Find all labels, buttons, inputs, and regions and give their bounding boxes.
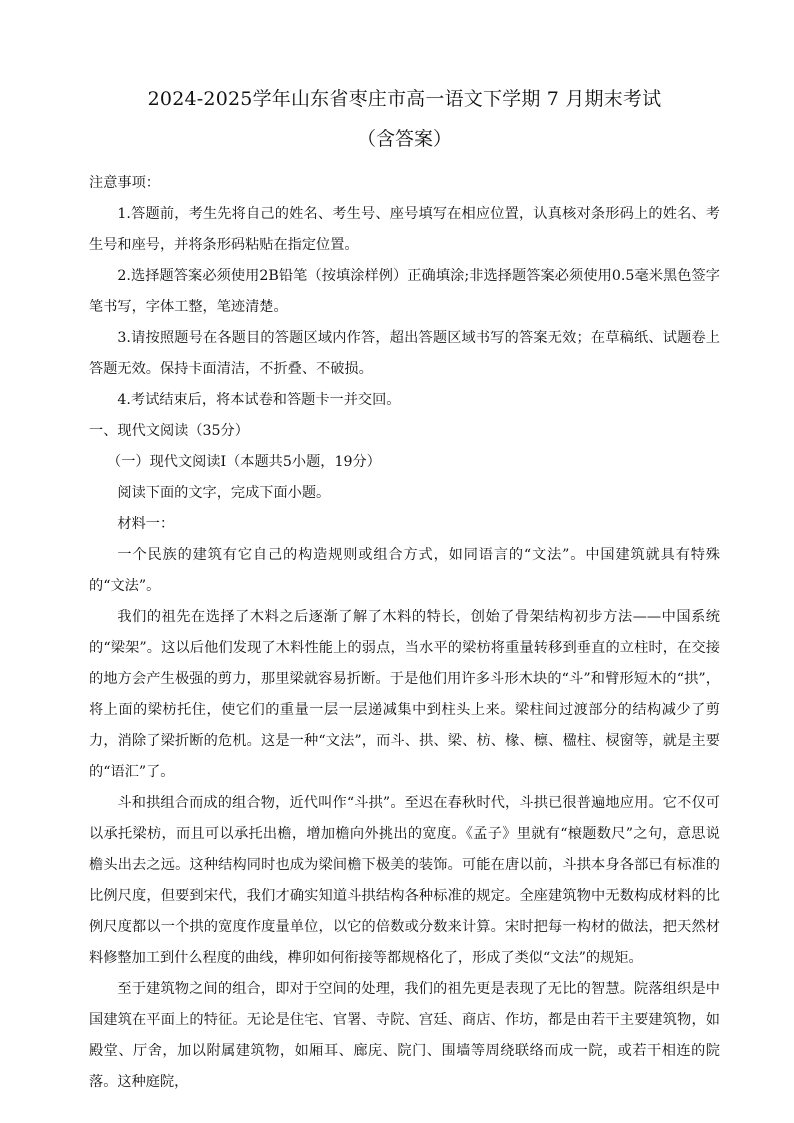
section-heading: 一、现代文阅读（35分） <box>89 423 249 439</box>
document-title: 2024-2025学年山东省枣庄市高一语文下学期 7 月期末考试 <box>147 88 662 110</box>
body-paragraph: 至于建筑物之间的组合，即对于空间的处理，我们的祖先更是表现了无比的智慧。院落组织是中国建筑在平面上的特征。无论是住宅、官署、寺院、宫廷、商店、作坊，都是由若干主要建筑物，如殿堂、厅舍，加以附属建筑物，如厢耳、廊庑、院门、围墙等周绕联络而成一院，或若干相连的院落。这种庭院， <box>89 981 720 1090</box>
material-label: 材料一： <box>117 516 175 532</box>
body-paragraph: 斗和拱组合而成的组合物，近代叫作“斗拱”。至迟在春秋时代，斗拱已很普遍地应用。它不仅可以承托梁枋，而且可以承托出檐，增加檐向外挑出的宽度。《孟子》里就有“榱题数尺”之句，意思说檐头出去之远。这种结构同时也成为梁间檐下极美的装饰。可能在唐以前，斗拱本身各部已有标准的比例尺度，但要到宋代，我们才确实知道斗拱结构各种标准的规定。全座建筑物中无数构成材料的比例尺度都以一个拱的宽度作度量单位，以它的倍数或分数来计算。宋时把每一构材的做法，把天然材料修整加工到什么程度的曲线，榫卯如何衔接等都规格化了，形成了类似“文法”的规矩。 <box>89 795 720 966</box>
notice-item: 1.答题前，考生先将自己的姓名、考生号、座号填写在相应位置，认真核对条形码上的姓名、考生号和座号，并将条形码粘贴在指定位置。 <box>89 206 720 253</box>
instruction-text: 阅读下面的文字，完成下面小题。 <box>117 485 331 501</box>
document-subtitle: （含答案） <box>356 128 452 150</box>
body-paragraph: 我们的祖先在选择了木料之后逐渐了解了木料的特长，创始了骨架结构初步方法——中国系统的“梁架”。这以后他们发现了木料性能上的弱点，当水平的梁枋将重量转移到垂直的立柱时，在交接的地方会产生极强的剪力，那里梁就容易折断。于是他们用许多斗形木块的“斗”和臂形短木的“拱”，将上面的梁枋托住，使它们的重量一层一层递减集中到柱头上来。梁柱间过渡部分的结构减少了剪力，消除了梁折断的危机。这是一种“文法”，而斗、拱、梁、枋、椽、檩、楹柱、棂窗等，就是主要的“语汇”了。 <box>89 609 720 780</box>
notice-item: 4.考试结束后，将本试卷和答题卡一并交回。 <box>117 392 401 408</box>
notice-item: 3.请按照题号在各题目的答题区域内作答，超出答题区域书写的答案无效；在草稿纸、试题卷上答题无效。保持卡面清洁，不折叠、不破损。 <box>89 330 720 377</box>
notice-item: 2.选择题答案必须使用2B铅笔（按填涂样例）正确填涂;非选择题答案必须使用0.5毫米黑色签字笔书写，字体工整，笔迹清楚。 <box>89 268 720 315</box>
notice-heading: 注意事项： <box>89 175 160 191</box>
body-paragraph: 一个民族的建筑有它自己的构造规则或组合方式，如同语言的“文法”。中国建筑就具有特殊的“文法”。 <box>89 547 720 594</box>
subsection-heading: （一）现代文阅读Ⅰ（本题共5小题，19分） <box>107 454 381 470</box>
